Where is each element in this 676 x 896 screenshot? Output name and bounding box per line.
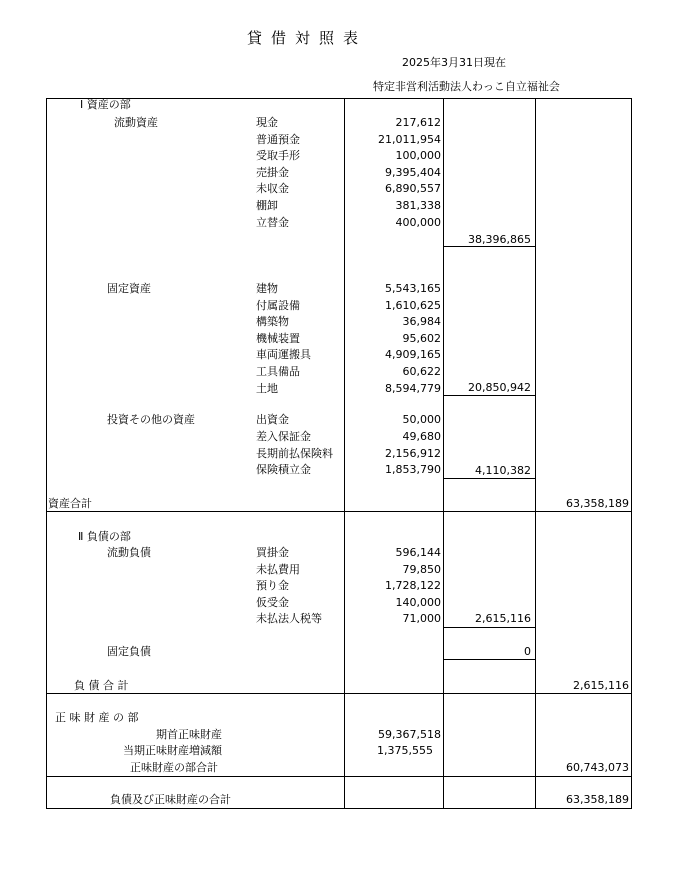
fixed-assets-label: 固定資産 bbox=[107, 282, 151, 295]
line-item-amount: 6,890,557 bbox=[385, 182, 441, 196]
line-item-amount: 95,602 bbox=[402, 331, 441, 345]
line-item-amount: 400,000 bbox=[395, 215, 441, 229]
line-item-amount: 1,610,625 bbox=[385, 298, 441, 312]
line-item-amount: 50,000 bbox=[402, 413, 441, 426]
line-item-amount: 1,728,122 bbox=[385, 579, 441, 593]
fixed-liabilities-label: 固定負債 bbox=[107, 645, 151, 658]
column-divider bbox=[443, 98, 444, 809]
line-item-name: 買掛金 bbox=[256, 546, 289, 559]
liabilities-heading: Ⅱ 負債の部 bbox=[78, 530, 131, 543]
current-assets-subtotal: 38,396,865 bbox=[468, 233, 531, 246]
line-item-amount: 9,395,404 bbox=[385, 165, 441, 179]
line-item-name: 差入保証金 bbox=[256, 429, 311, 443]
line-item-amount: 596,144 bbox=[395, 546, 441, 559]
line-item-name: 未払費用 bbox=[256, 562, 300, 576]
column-divider bbox=[535, 98, 536, 809]
investments-label: 投資その他の資産 bbox=[107, 413, 195, 426]
grand-total-label: 負債及び正味財産の合計 bbox=[110, 793, 231, 806]
line-item-amount: 21,011,954 bbox=[378, 132, 441, 146]
line-item-name: 工具備品 bbox=[256, 365, 300, 378]
report-date: 2025年3月31日現在 bbox=[402, 56, 506, 69]
line-item-amount: 36,984 bbox=[402, 315, 441, 329]
balance-sheet-table bbox=[46, 98, 632, 809]
line-item-name: 未払法人税等 bbox=[256, 612, 322, 626]
line-item-amount: 5,543,165 bbox=[385, 282, 441, 295]
line-item-amount: 60,622 bbox=[402, 365, 441, 378]
section-divider bbox=[46, 693, 632, 694]
line-item-name: 当期正味財産増減額 bbox=[123, 744, 222, 757]
line-item-name: 土地 bbox=[256, 381, 278, 395]
line-item-name: 保険積立金 bbox=[256, 463, 311, 477]
current-liabilities-subtotal: 2,615,116 bbox=[475, 612, 531, 625]
line-item-amount: 8,594,779 bbox=[385, 381, 441, 395]
page-title: 貸借対照表 bbox=[247, 29, 368, 47]
line-item-name: 普通預金 bbox=[256, 132, 300, 146]
line-item-amount: 4,909,165 bbox=[385, 348, 441, 362]
line-item-amount: 79,850 bbox=[402, 562, 441, 576]
line-item-amount: 140,000 bbox=[395, 595, 441, 609]
line-item-amount: 100,000 bbox=[395, 149, 441, 163]
line-item-amount: 71,000 bbox=[402, 612, 441, 626]
assets-total-label: 資産合計 bbox=[48, 497, 92, 510]
organization-name: 特定非営利活動法人わっこ自立福祉会 bbox=[373, 80, 560, 93]
subtotal-underline bbox=[443, 659, 535, 660]
line-item-name: 付属設備 bbox=[256, 298, 300, 312]
subtotal-underline bbox=[443, 478, 535, 479]
line-item-amount: 2,156,912 bbox=[385, 446, 441, 460]
line-item-name: 車両運搬具 bbox=[256, 348, 311, 362]
fixed-liabilities-subtotal: 0 bbox=[524, 645, 531, 658]
section-divider bbox=[46, 776, 632, 777]
line-item-name: 出資金 bbox=[256, 413, 289, 426]
liabilities-total: 2,615,116 bbox=[573, 679, 629, 692]
line-item-name: 機械装置 bbox=[256, 331, 300, 345]
net-assets-total: 60,743,073 bbox=[566, 761, 629, 774]
current-liabilities-label: 流動負債 bbox=[107, 546, 151, 559]
assets-total: 63,358,189 bbox=[566, 497, 629, 510]
line-item-amount: 217,612 bbox=[395, 116, 441, 129]
line-item-name: 未収金 bbox=[256, 182, 289, 196]
line-item-name: 受取手形 bbox=[256, 149, 300, 163]
subtotal-underline bbox=[443, 395, 535, 396]
section-divider bbox=[46, 511, 632, 512]
subtotal-underline bbox=[443, 627, 535, 628]
liabilities-total-label: 負 債 合 計 bbox=[74, 679, 129, 692]
line-item-name: 期首正味財産 bbox=[156, 728, 222, 741]
current-assets-label: 流動資産 bbox=[114, 116, 158, 129]
line-item-amount: 59,367,518 bbox=[378, 728, 441, 741]
line-item-amount: 1,853,790 bbox=[385, 463, 441, 477]
assets-heading: Ⅰ 資産の部 bbox=[80, 98, 131, 111]
line-item-name: 預り金 bbox=[256, 579, 289, 593]
line-item-name: 構築物 bbox=[256, 315, 289, 329]
line-item-name: 売掛金 bbox=[256, 165, 289, 179]
fixed-assets-subtotal: 20,850,942 bbox=[468, 381, 531, 394]
net-assets-heading: 正 味 財 産 の 部 bbox=[55, 711, 139, 724]
line-item-amount: 1,375,555 bbox=[377, 744, 433, 757]
line-item-name: 建物 bbox=[256, 282, 278, 295]
grand-total: 63,358,189 bbox=[566, 793, 629, 806]
line-item-name: 仮受金 bbox=[256, 595, 289, 609]
line-item-name: 立替金 bbox=[256, 215, 289, 229]
net-assets-total-label: 正味財産の部合計 bbox=[130, 761, 218, 774]
line-item-name: 棚卸 bbox=[256, 199, 278, 212]
line-item-name: 長期前払保険料 bbox=[256, 446, 333, 460]
line-item-amount: 49,680 bbox=[402, 429, 441, 443]
line-item-name: 現金 bbox=[256, 116, 278, 129]
line-item-amount: 381,338 bbox=[395, 199, 441, 212]
investments-subtotal: 4,110,382 bbox=[475, 464, 531, 477]
